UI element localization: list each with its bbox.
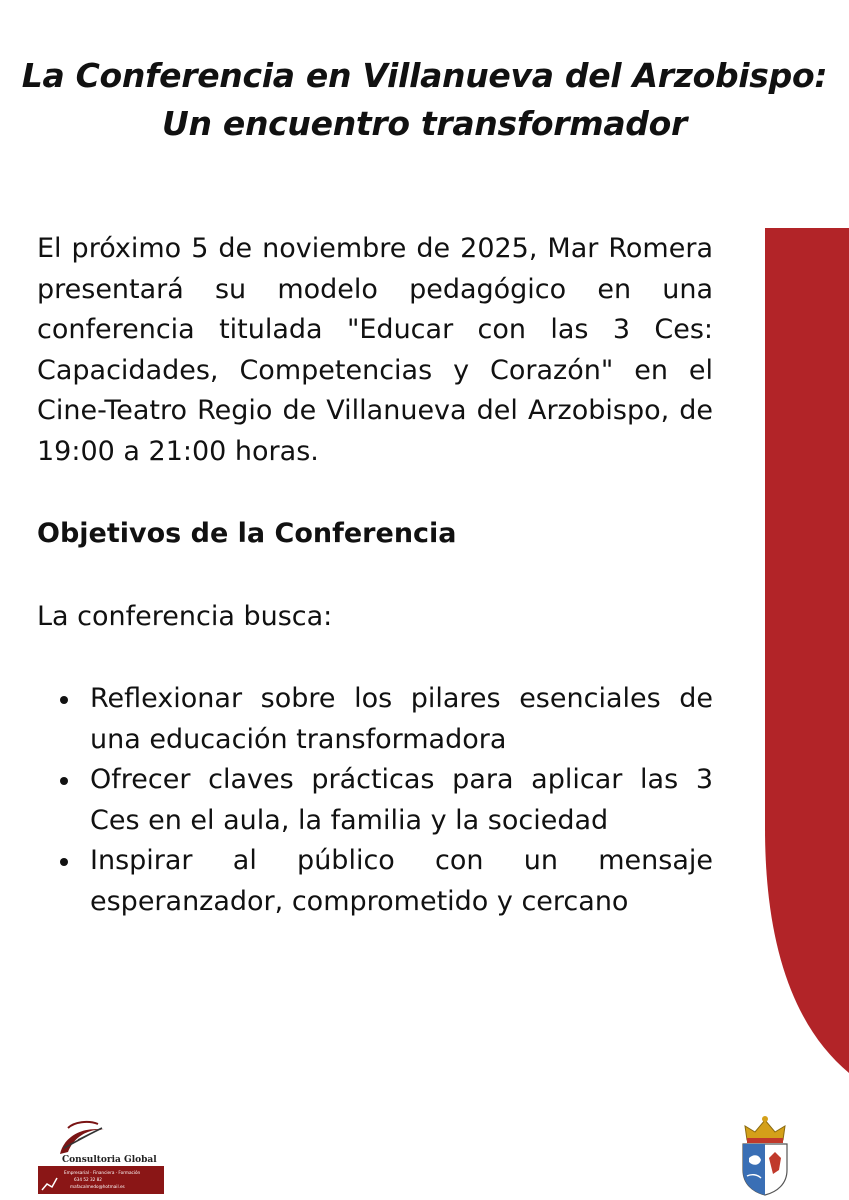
logo-phone: 634 52 32 82 (74, 1177, 102, 1182)
list-item-text: Ofrecer claves prácticas para aplicar las 3 Ces en el aula, la familia y la sociedad (90, 764, 713, 836)
consultoria-global-logo (38, 1118, 164, 1194)
list-item-text: Reflexionar sobre los pilares esenciales de una educación transformadora (90, 683, 713, 755)
intro-paragraph: El próximo 5 de noviembre de 2025, Mar Romera presentará su modelo pedagógico en una conferencia titulada "Educar con las 3 Ces: Capacidades, Competencias y Corazón" en el Cine-Teatro Regio de Villanueva del Arzobispo, de 19:00 a 21:00 horas. (37, 233, 713, 467)
list-item (90, 841, 713, 922)
bullet-icon (60, 858, 68, 866)
list-item (90, 760, 713, 841)
list-item (90, 679, 713, 760)
main-content (37, 229, 713, 922)
coat-of-arms-icon (737, 1114, 793, 1196)
section-heading: Objetivos de la Conferencia (37, 518, 457, 549)
page-title: La Conferencia en Villanueva del Arzobispo: Un encuentro transformador (21, 56, 828, 143)
logo-name: Consultoria Global (62, 1155, 157, 1165)
logo-tagline: Empresarial · Financiera · Formación (64, 1170, 141, 1175)
logo-email: mafacalmedo@hotmail.es (70, 1184, 125, 1189)
decorative-red-band (765, 228, 849, 1073)
list-item-text: Inspirar al público con un mensaje esperanzador, comprometido y cercano (90, 845, 713, 917)
bullet-icon (60, 777, 68, 785)
bullet-icon (60, 696, 68, 704)
objectives-list (37, 679, 713, 922)
list-intro: La conferencia busca: (37, 600, 333, 632)
